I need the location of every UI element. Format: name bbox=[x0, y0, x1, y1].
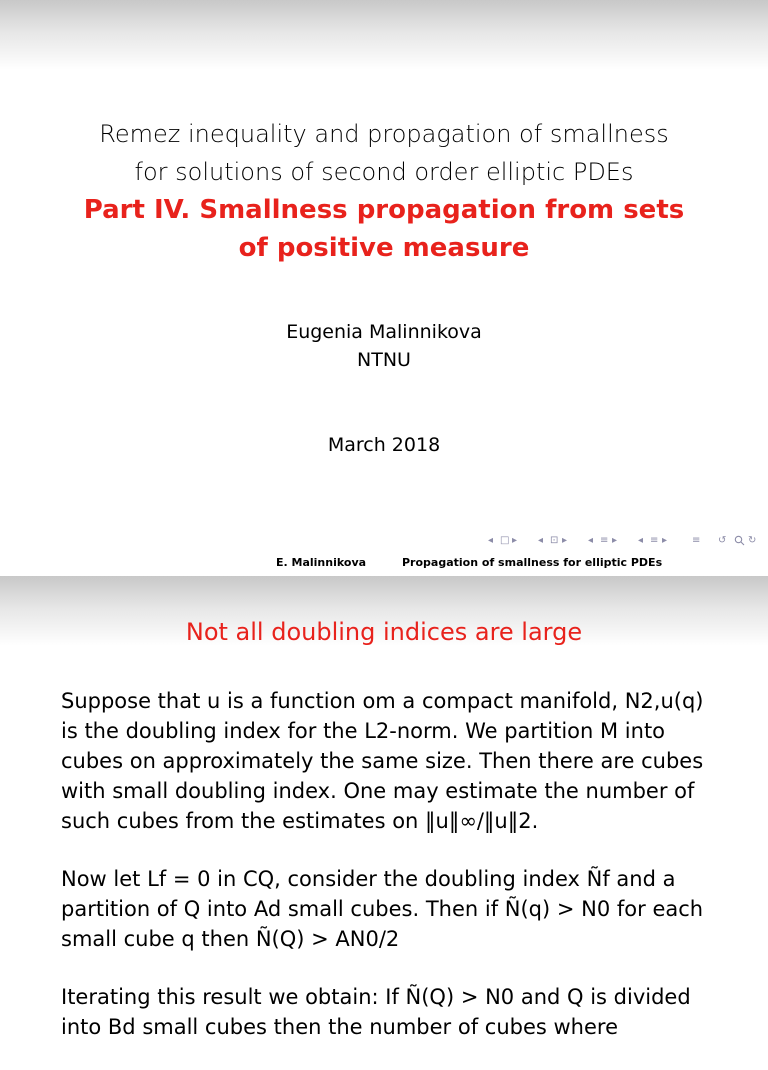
paragraph: Now let Lf = 0 in CQ, consider the doubling index Ñf and a partition of Q into Ad small cubes. Then if Ñ(q) > N0 for each small cube q then Ñ(Q) > AN0/2 bbox=[61, 867, 704, 951]
slide-header-gradient bbox=[0, 0, 768, 70]
footer-author: E. Malinnikova bbox=[276, 556, 367, 569]
author-name: Eugenia Malinnikova bbox=[286, 321, 482, 343]
subtitle-line: of positive measure bbox=[238, 233, 530, 263]
frame-title: Not all doubling indices are large bbox=[185, 618, 583, 646]
paragraph: Iterating this result we obtain: If Ñ(Q) > N0 and Q is divided into Bd small cubes then the number of cubes where bbox=[61, 985, 691, 1039]
institution: NTNU bbox=[357, 349, 411, 371]
slide-body bbox=[61, 686, 721, 1070]
nav-prev-icon[interactable]: ◂ bbox=[488, 535, 494, 546]
title-line: for solutions of second order elliptic PDEs bbox=[134, 158, 634, 186]
nav-prev-icon[interactable]: ◂ bbox=[638, 535, 644, 546]
slide-title-block bbox=[0, 115, 768, 267]
nav-prev-icon[interactable]: ◂ bbox=[538, 535, 544, 546]
nav-subsection-icon[interactable]: ⊡ bbox=[550, 535, 559, 546]
nav-prev-icon[interactable]: ◂ bbox=[588, 535, 594, 546]
nav-next-icon[interactable]: ▸ bbox=[612, 535, 618, 546]
nav-frame-icon[interactable]: □ bbox=[500, 535, 510, 546]
title-line: Remez inequality and propagation of smallness bbox=[99, 120, 669, 148]
nav-back-icon[interactable]: ↺ bbox=[718, 535, 727, 546]
nav-forward-icon[interactable]: ↻ bbox=[748, 535, 757, 546]
nav-section-icon[interactable]: ≡ bbox=[650, 535, 659, 546]
nav-next-icon[interactable]: ▸ bbox=[512, 535, 518, 546]
beamer-navigation-bar bbox=[488, 535, 763, 549]
nav-section-icon[interactable]: ≡ bbox=[600, 535, 609, 546]
footer-title: Propagation of smallness for elliptic PDEs bbox=[402, 556, 663, 569]
paragraph: Suppose that u is a function om a compact manifold, N2,u(q) is the doubling index for the L2-norm. We partition M into cubes on approximately the same size. Then there are cubes with small doubling index. One may estimate the number of such cubes from the estimates on ‖u‖∞/‖u‖2. bbox=[61, 689, 704, 833]
presentation-date: March 2018 bbox=[327, 434, 441, 456]
subtitle-line: Part IV. Smallness propagation from sets bbox=[83, 195, 685, 225]
search-icon[interactable] bbox=[734, 535, 745, 549]
nav-next-icon[interactable]: ▸ bbox=[662, 535, 668, 546]
slide-footer bbox=[0, 556, 768, 572]
author-block bbox=[0, 318, 768, 374]
nav-next-icon[interactable]: ▸ bbox=[562, 535, 568, 546]
nav-align-icon[interactable]: ≡ bbox=[692, 535, 701, 546]
